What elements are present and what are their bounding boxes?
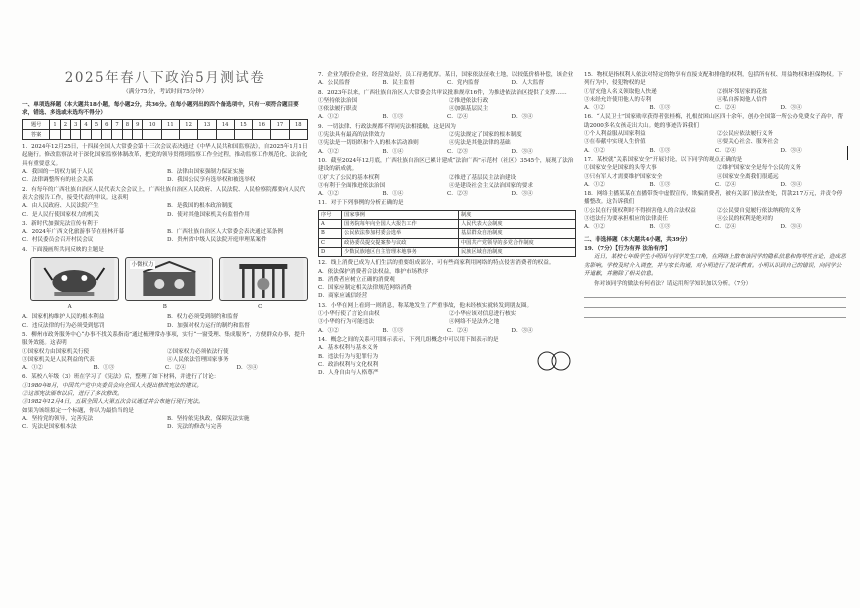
table-row: [319, 238, 576, 247]
option: D．商家应诚信经营: [318, 293, 368, 300]
section-1-heading: 一、单项选择题（本大题共18小题，每小题2分，共36分。在每小题列出的四个备选项中，只有一项符合题目要求，错选、多选或未选均不得分）: [22, 101, 299, 116]
option: B．①③: [649, 224, 671, 231]
num: 3: [71, 120, 81, 130]
statement: ③有利于全面推进依法治国: [318, 182, 386, 189]
question-19-prompt: 你对该同学的做法有何看法？请运用所学知识加以分析。（7分）: [594, 281, 752, 288]
statement: ④私自拆阅他人信件: [717, 96, 768, 103]
question-3-options: [22, 228, 308, 245]
answer-line[interactable]: [584, 288, 846, 298]
option: D．宪法的修改与完善: [167, 424, 222, 431]
option: B．广西壮族自治区人大常委会表决通过某条例: [167, 229, 283, 236]
option: C．村民委员会召开村民会议: [22, 237, 94, 244]
answer-cell[interactable]: [60, 130, 70, 140]
question-19-material: 近日，某校七年级学生小明因与同学发生口角，在网络上散布该同学的隐私信息和侮辱性言论，造成恶劣影响。学校及时介入调查，并与家长沟通，对小明进行了批评教育。小明认识到自己的错误，向同学公开道歉，并删除了相关信息。: [584, 254, 846, 277]
option: C．宪法是国家根本法: [22, 424, 77, 431]
option: A．公民监督: [318, 80, 351, 87]
answer-line[interactable]: [584, 298, 846, 308]
question-8: 8．2023年以来，广西壮族自治区人大常委会共审议批准规章16件，为推进依法治区提供了支撑……: [318, 89, 567, 96]
question-13: 13．小华在网上看到一则消息，称某地发生了严重事故，他未经核实就转发到朋友圈。: [318, 302, 533, 309]
question-6: 6．某校八年级（3）班在学习了《宪法》后，整理了如下材料，并进行了讨论：: [22, 374, 220, 381]
question-14-options: [318, 344, 462, 377]
option: A．坚持党的领导，完善宪法: [22, 415, 94, 422]
option: A．①②: [584, 105, 605, 112]
venn-diagram-icon: [532, 350, 576, 372]
option: C．②④: [715, 224, 737, 231]
statement: ①冒充他人名义领取他人快递: [584, 88, 657, 95]
question-17-options: [584, 181, 846, 189]
answer-cell[interactable]: [81, 130, 91, 140]
num: 18: [289, 120, 307, 130]
option: C．党内监督: [447, 80, 480, 87]
statement: ③在奉献中实现人生价值: [584, 139, 646, 146]
statement: ①坚持依法治国: [318, 97, 358, 104]
num: 5: [91, 120, 101, 130]
question-16-options: [584, 147, 846, 155]
option: B．违法行为与犯罪行为: [318, 353, 379, 360]
cell: 制度: [459, 210, 576, 219]
table-row: [319, 220, 576, 229]
statement: ②推进依法行政: [449, 97, 489, 104]
question-3: 3．新时代加强宪法宣传有利于: [22, 220, 99, 227]
option: A．我国的一切权力属于人民: [22, 169, 94, 176]
statement: ①公民在行使权利时不得损害他人的合法权益: [584, 207, 696, 214]
option: B．①③: [649, 105, 671, 112]
option: D．使对其他国家机关有监督作用: [167, 211, 250, 218]
question-19: 19．（7分）【行为有界 法治有序】: [584, 245, 671, 252]
question-2: 2．有每年的广西壮族自治区人民代表大会会议上，广西壮族自治区人民政府、人民法院、人民检察院都要向人民代表大会报告工作，接受代表的审议。这表明: [22, 186, 306, 201]
num: 15: [234, 120, 252, 130]
question-18-statements: [584, 207, 846, 224]
question-15-statements: [584, 88, 846, 105]
statement: ②小华应该对信息进行核实: [449, 311, 517, 318]
option: B．①③: [649, 181, 671, 188]
option: B．坚持依宪执政，保障宪法实施: [167, 415, 250, 422]
statement: ④公民的权利是绝对的: [717, 216, 773, 223]
statement: ④网络不是法外之地: [449, 319, 500, 326]
cartoon-strip: [30, 257, 308, 301]
option: A．①②: [584, 147, 605, 154]
statement: ④国家安全离我们很遥远: [717, 173, 779, 180]
answer-line[interactable]: [584, 308, 846, 318]
answer-cell[interactable]: [112, 130, 122, 140]
statement: ③违法行为要承担相应的法律责任: [584, 216, 668, 223]
option: B．①③: [382, 114, 404, 121]
statement: ①个人利益服从国家利益: [584, 131, 646, 138]
statement: ②损坏邻居家的花盆: [717, 88, 768, 95]
question-6-line: ③1982年12月4日，五届全国人大第五次会议通过并公布施行现行宪法。: [22, 399, 204, 406]
answer-cell[interactable]: [161, 130, 179, 140]
cell: 国家事例: [342, 210, 459, 219]
question-15-options: [584, 104, 846, 112]
caption: B: [162, 304, 167, 311]
option: A．国家机构维护人民的根本利益: [22, 314, 105, 321]
question-1-options: [22, 168, 308, 185]
option: B．是我国的根本政治制度: [167, 203, 233, 210]
statement: ②推进了基层民主法治建设: [449, 174, 517, 181]
num: 4: [81, 120, 91, 130]
answer-cell[interactable]: [71, 130, 81, 140]
question-1: 1．2024年12月25日，十四届全国人大常委会第十三次会议表决通过《中华人民共和国监察法》，自2025年1月1日起施行。修改监察法对于深化国家监察体制改革，把党的领导贯彻到监察工作全过程，推动监察工作规范化、法治化具有重要意义。: [22, 144, 308, 167]
question-10-options: [318, 190, 576, 198]
question-4-options: [22, 313, 308, 330]
question-7-options: [318, 79, 576, 87]
cell: 人民代表大会制度: [459, 220, 576, 229]
statement: ④加强基层民主: [449, 106, 489, 113]
option: D．人身自由与人格尊严: [318, 370, 379, 377]
cell: 国务院每年向全国人大报告工作: [342, 220, 459, 229]
question-8-options: [318, 113, 576, 121]
question-18: 18．网络主播某某在直播带货中虚假宣传，欺骗消费者，被有关部门依法查处，罚款217万元，并责令停播整改。这告诉我们: [584, 191, 843, 206]
answer-cell[interactable]: [50, 130, 60, 140]
answer-table-label: 答案: [23, 130, 50, 140]
question-6-line: ②这部宪法颁布以后，进行了多次修改。: [22, 391, 123, 398]
question-4: 4．下面漫画所共同反映的主题是: [22, 246, 104, 253]
option: B．①③: [382, 327, 404, 334]
num: 2: [60, 120, 70, 130]
statement: ④要关心社会、服务社会: [717, 139, 779, 146]
option: D．③④: [780, 224, 802, 231]
statement: ②公民要自觉履行依法纳税的义务: [717, 207, 801, 214]
cartoon-a: [30, 257, 119, 301]
option: B．法律由国家强制力保证实施: [167, 169, 244, 176]
cell: A: [319, 220, 342, 229]
question-9-options: [318, 148, 576, 156]
question-6-prompt: 如果为该组拟定一个标题，你认为最恰当的是: [22, 407, 134, 414]
option: D．③④: [780, 105, 802, 112]
question-14-body: [318, 344, 576, 377]
column-2: [318, 0, 576, 608]
option: A．①②: [318, 148, 339, 155]
question-6-options: [22, 415, 308, 432]
option: D．③④: [511, 191, 533, 198]
column-3: [584, 0, 846, 608]
question-11: 11．对于下列事例的分析正确的是: [318, 200, 404, 207]
caption: C: [258, 304, 263, 311]
num: 1: [50, 120, 60, 130]
option: D．③④: [511, 148, 533, 155]
cell: 公民依法参加村委会选举: [342, 229, 459, 238]
binding-mark: [847, 146, 849, 160]
question-2-options: [22, 202, 308, 219]
cartoon-a-drawing: [31, 258, 118, 300]
statement: ③未经允许使用他人的专利: [584, 96, 652, 103]
question-16-statements: [584, 130, 846, 147]
statement: ①扩大了公民的基本权利: [318, 174, 380, 181]
cell: 政协委员提交提案参与议政: [342, 238, 459, 247]
statement: ④宪法是其他法律的基础: [449, 140, 511, 147]
answer-cell[interactable]: [133, 130, 143, 140]
question-16: 16．“人民卫士”国家勋章获得者张桂梅，扎根贫困山区四十余年，创办全国第一所公办免费女子高中，帮助2000多名女孩走出大山。她的事迹告诉我们: [584, 114, 843, 129]
option: A．①②: [584, 224, 605, 231]
cartoon-b: [125, 257, 214, 301]
cell: 民族区域自治制度: [459, 247, 576, 256]
question-11-table: [318, 210, 576, 257]
option: C．②④: [715, 105, 737, 112]
column-1: [22, 0, 308, 608]
question-9-statements: [318, 131, 576, 148]
statement: ③只有军人才需要维护国家安全: [584, 173, 663, 180]
statement: ③宪法是一切组织和个人的根本活动准则: [318, 140, 419, 147]
question-18-options: [584, 223, 846, 231]
answer-cell[interactable]: [271, 130, 289, 140]
answer-table-answer-row: [23, 130, 308, 140]
cell: 基层群众自治制度: [459, 229, 576, 238]
exam-subtitle: （满分75分，考试时间75分钟）: [122, 89, 208, 96]
option: A．①②: [22, 365, 43, 372]
answer-cell[interactable]: [122, 130, 132, 140]
option: D．人大监督: [511, 80, 544, 87]
answer-table-number-row: [23, 120, 308, 130]
answer-cell[interactable]: [198, 130, 216, 140]
option: B．①④: [382, 148, 404, 155]
question-15: 15．物权是指权利人依法对特定的物享有直接支配和排他的权利，包括所有权、用益物权和担保物权。下列行为中，侵犯物权的是: [584, 72, 843, 87]
answer-cell[interactable]: [143, 130, 161, 140]
statement: ③依法履行职责: [318, 106, 358, 113]
answer-cell[interactable]: [179, 130, 197, 140]
cell: 中国共产党领导的多党合作制度: [459, 238, 576, 247]
statement: ④人民依法管理国家事务: [167, 356, 229, 363]
num: 17: [271, 120, 289, 130]
option: B．消费者应树立正确的消费观: [318, 276, 395, 283]
question-5-options: [22, 364, 308, 372]
statement: ①国家安全是国家的头等大事: [584, 165, 657, 172]
cartoon-c-drawing: [220, 258, 307, 300]
option: A．2024年广西文化旅游事节在桂林开幕: [22, 229, 125, 236]
option: C．②④: [715, 181, 737, 188]
statement: ①国家权力由国家机关行使: [22, 348, 90, 355]
question-7: 7．企业为股份企业，经营效益好，员工待遇优厚。某日，国家依法征收土地，以较低价格补偿，该企业: [318, 72, 574, 78]
cartoon-b-label: 小微权力: [131, 262, 154, 269]
cell: 序号: [319, 210, 342, 219]
option: C．②③: [447, 148, 469, 155]
num: 8: [122, 120, 132, 130]
question-9: 9．一切法律、行政法规都不得同宪法相抵触，这是因为: [318, 123, 456, 130]
option: B．①④: [382, 191, 404, 198]
statement: ①宪法具有最高的法律效力: [318, 132, 386, 139]
option: C．②④: [165, 365, 187, 372]
table-row: [319, 229, 576, 238]
option: D．③④: [780, 181, 802, 188]
option: B．民主监督: [382, 80, 415, 87]
answer-cell[interactable]: [289, 130, 307, 140]
answer-table: [22, 119, 308, 140]
option: D．③④: [511, 114, 533, 121]
option: C．②④: [447, 114, 469, 121]
num: 10: [143, 120, 161, 130]
num: 11: [161, 120, 179, 130]
question-17-statements: [584, 164, 846, 181]
option: C．②④: [715, 147, 737, 154]
num: 14: [216, 120, 234, 130]
question-13-options: [318, 327, 576, 335]
option: A．①②: [318, 114, 339, 121]
option: A．①②: [318, 327, 339, 334]
option: D．③④: [511, 327, 533, 334]
statement: ③小华的行为可能违法: [318, 319, 374, 326]
cell: 少数民族地区自主管理本地事务: [342, 247, 459, 256]
option: C．②④: [447, 327, 469, 334]
option: D．我国公民享有选举权和被选举权: [167, 177, 256, 184]
option: A．基本权利与基本义务: [318, 345, 378, 352]
question-14: 14．概念之间的关系可用图示表示，下列几组概念中可以用下图表示的是: [318, 336, 499, 343]
answer-cell[interactable]: [216, 130, 234, 140]
question-17: 17．某校就“关系国家安全”开展讨论，以下同学的观点正确的是: [584, 156, 743, 163]
table-row: [319, 247, 576, 256]
cartoon-captions: [22, 303, 308, 311]
statement: ②国家权力必须依法行使: [167, 348, 229, 355]
option: D．加强对权力运行的制约和监督: [167, 322, 250, 329]
option: B．①③: [649, 147, 671, 154]
num: 16: [253, 120, 271, 130]
statement: ②宪法规定了国家的根本制度: [449, 132, 522, 139]
num: 7: [112, 120, 122, 130]
answer-table-label: 题号: [23, 120, 50, 130]
option: A．由人民政府、人民法院产生: [22, 203, 99, 210]
exam-title: 2025年春八下政治5月测试卷: [64, 70, 266, 86]
question-5-statements: [22, 348, 308, 365]
option: C．②③: [447, 191, 469, 198]
option: B．权力必须受到制约和监督: [167, 314, 239, 321]
option: A．依法保护消费者合法权益，维护市场秩序: [318, 268, 429, 275]
question-8-statements: [318, 97, 576, 114]
option: D．③④: [780, 147, 802, 154]
table-row: [319, 210, 576, 219]
option: D．贵州省中级人民法院开庭审理某案件: [167, 237, 267, 244]
cartoon-c: [219, 257, 308, 301]
num: 13: [198, 120, 216, 130]
num: 9: [133, 120, 143, 130]
question-12: 12．线上消费已成为人们生活的重要组成部分，可有些商家利用网络的特点侵害消费者的权益。: [318, 260, 555, 267]
caption: A: [67, 304, 72, 311]
answer-cell[interactable]: [234, 130, 252, 140]
option: A．①②: [318, 191, 339, 198]
question-13-statements: [318, 310, 576, 327]
option: C．政治权利与文化权利: [318, 361, 379, 368]
cell: B: [319, 229, 342, 238]
num: 6: [102, 120, 112, 130]
option: C．法律调整所有的社会关系: [22, 177, 94, 184]
statement: ②公民应依法履行义务: [717, 131, 773, 138]
answer-cell[interactable]: [91, 130, 101, 140]
option: C．国家应制定相关法律规范网络消费: [318, 285, 412, 292]
question-10: 10．截至2024年12月底，广西壮族自治区已累计建成“法治广西”示范村（社区）3545个，展现了法治建设的新成就。: [318, 157, 574, 173]
question-10-statements: [318, 174, 576, 191]
statement: ①小华行使了言论自由权: [318, 311, 380, 318]
question-6-line: ①1980年8月，中国共产党中央委员会向全国人大提出修改宪法的建议。: [22, 382, 203, 389]
option: B．①③: [93, 365, 115, 372]
cell: D: [319, 247, 342, 256]
option: D．③④: [236, 365, 258, 372]
statement: ③国家机关是人民利益的代表: [22, 356, 95, 363]
answer-cell[interactable]: [253, 130, 271, 140]
option: C．是人民行使国家权力的机关: [22, 211, 99, 218]
question-5: 5．柳州市政务服务中心“办事不找关系指南”通过梳理常办事项，实行“一窗受理、集成服务”，方便群众办事，提升服务效能。这表明: [22, 331, 306, 347]
cell: C: [319, 238, 342, 247]
option: C．违反法律的行为必须受到惩罚: [22, 322, 105, 329]
num: 12: [179, 120, 197, 130]
answer-cell[interactable]: [102, 130, 112, 140]
statement: ②维护国家安全是每个公民的义务: [717, 165, 801, 172]
statement: ④是建设社会主义法治国家的要求: [449, 182, 533, 189]
section-2-heading: 二、非选择题（本大题共4小题，共39分）: [584, 236, 691, 243]
option: A．①②: [584, 181, 605, 188]
